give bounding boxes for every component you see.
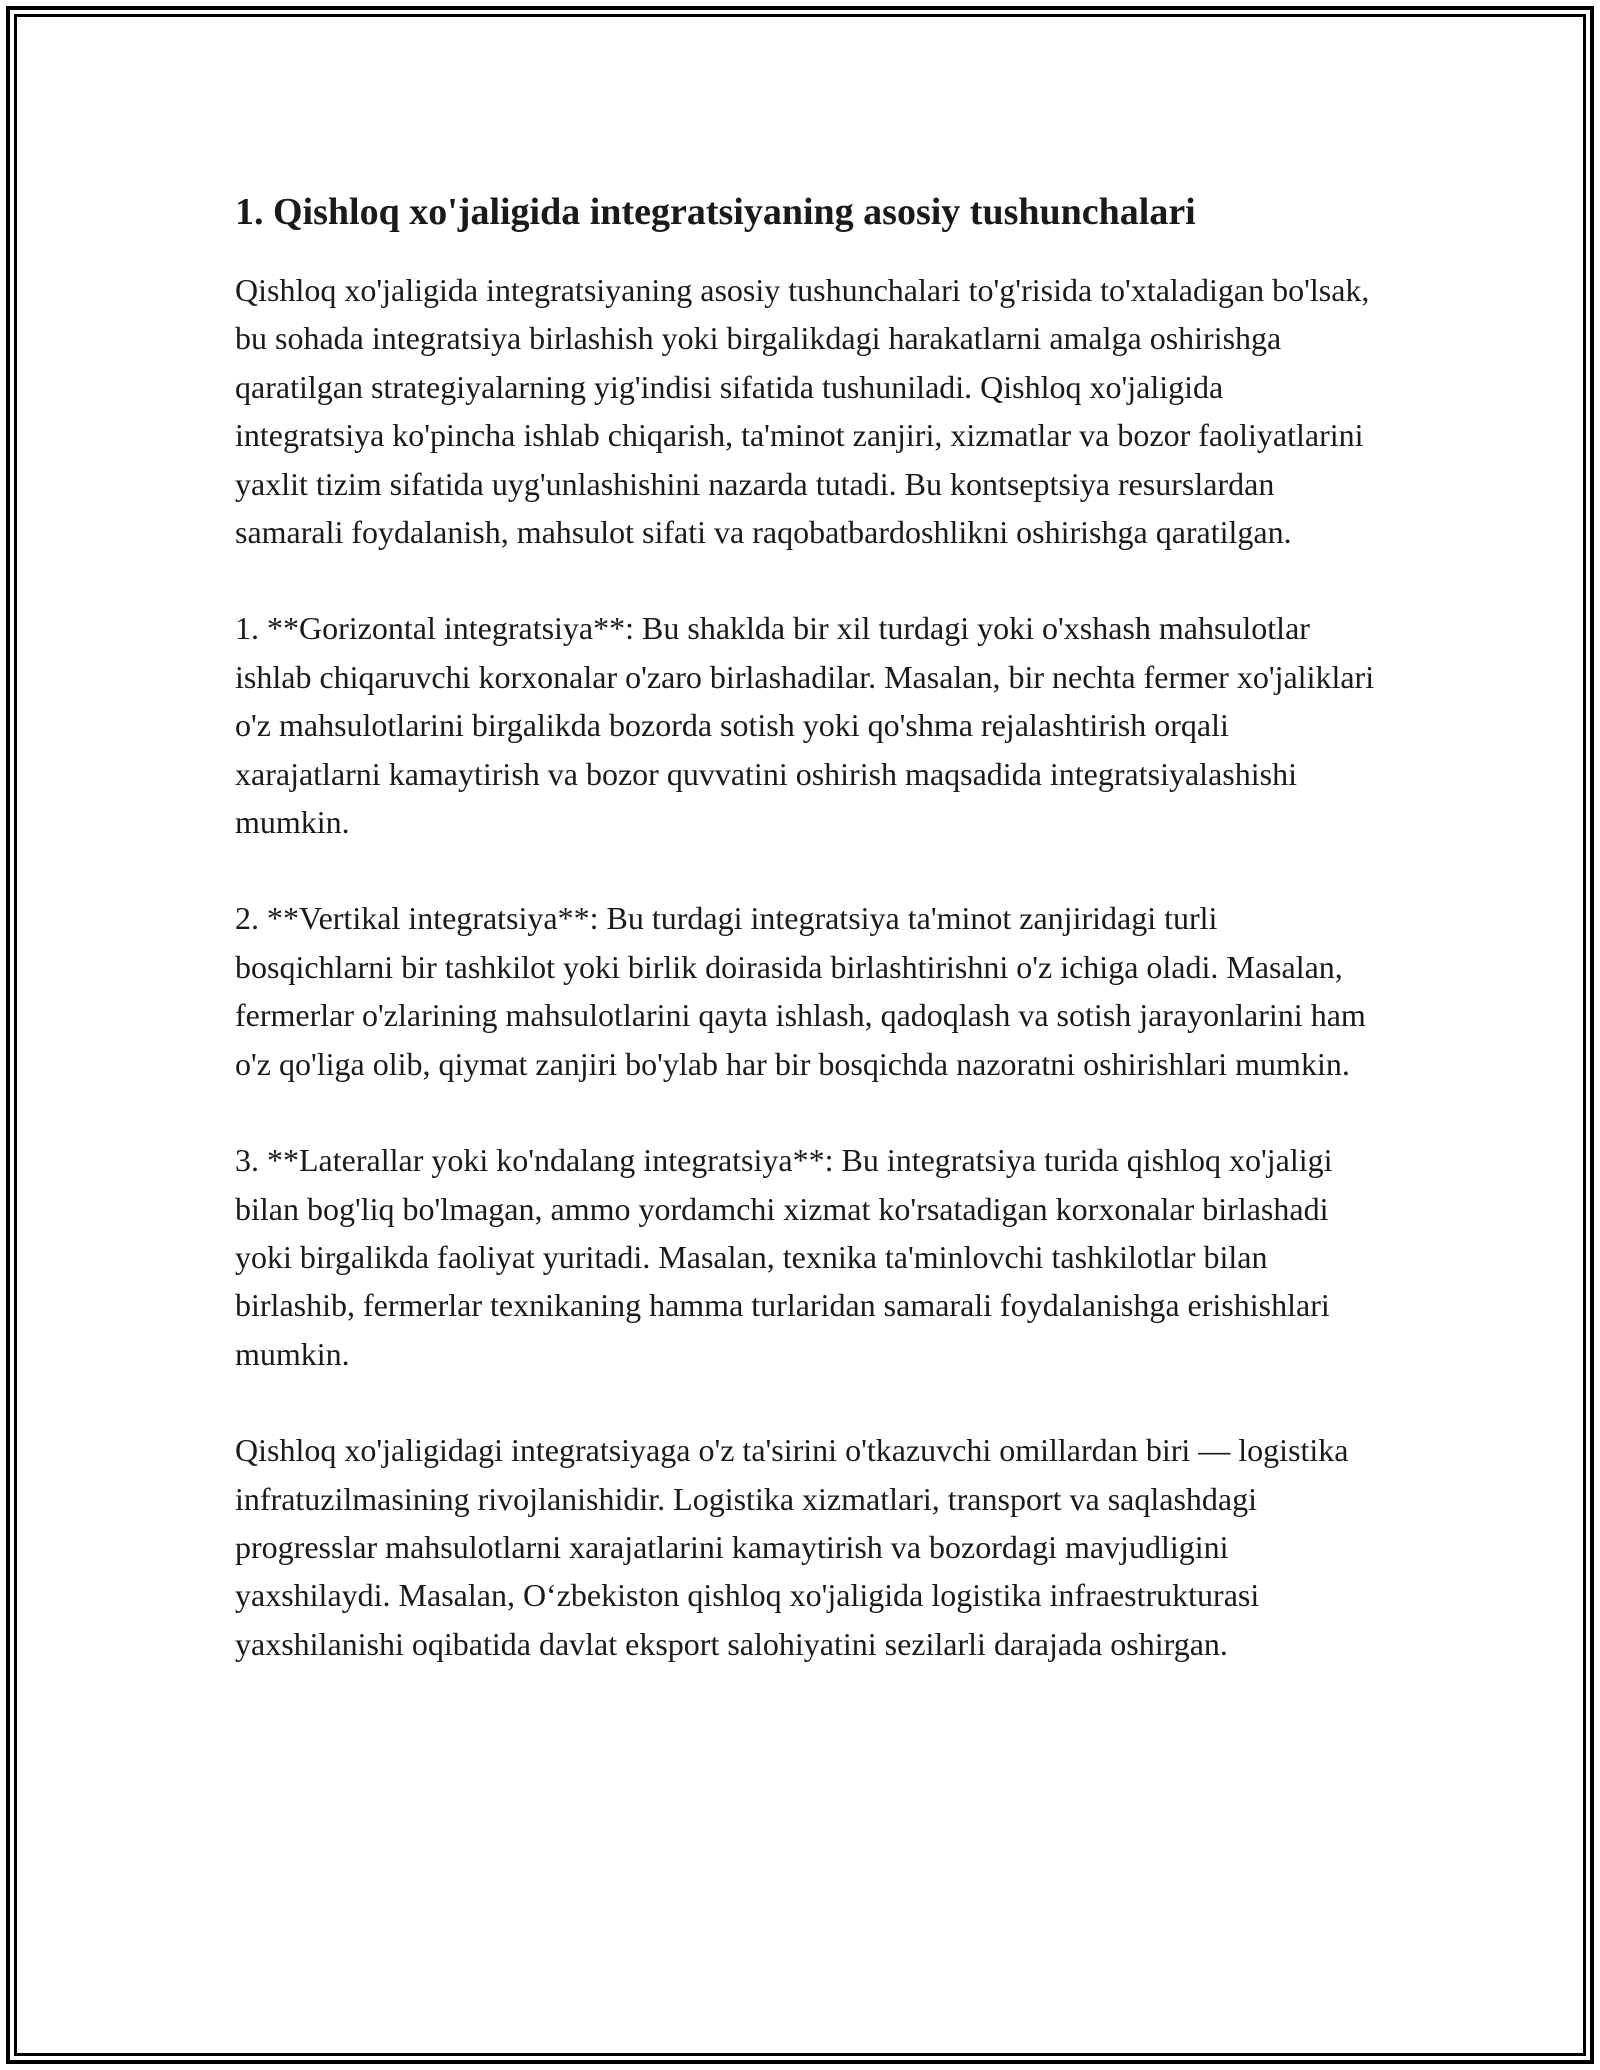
intro-paragraph: Qishloq xo'jaligida integratsiyaning asosiy tushunchalari to'g'risida to'xtaladigan bo'lsak, bu sohada integratsiya birlashish yoki birgalikdagi harakatlarni amalga oshirishga qaratilgan strategiyalarning yig'indisi sifatida tushuniladi. Qishloq xo'jaligida integratsiya ko'pincha ishlab chiqarish, ta'minot zanjiri, xizmatlar va bozor faoliyatlarini yaxlit tizim sifatida uyg'unlashishini nazarda tutadi. Bu kontseptsiya resurslardan samarali foydalanish, mahsulot sifati va raqobatbardoshlikni oshirishga qaratilgan.	[235, 272, 1370, 551]
vertical-integration-paragraph: 2. **Vertikal integratsiya**: Bu turdagi integratsiya ta'minot zanjiridagi turli bosqichlarni bir tashkilot yoki birlik doirasida birlashtirishni o'z ichiga oladi. Masalan, fermerlar o'zlarining mahsulotlarini qayta ishlash, qadoqlash va sotish jarayonlarini ham o'z qo'liga olib, qiymat zanjiri bo'ylab har bir bosqichda nazoratni oshirishlari mumkin.	[235, 900, 1366, 1082]
logistics-paragraph: Qishloq xo'jaligidagi integratsiyaga o'z ta'sirini o'tkazuvchi omillardan biri — logistika infratuzilmasining rivojlanishidir. Logistika xizmatlari, transport va saqlashdagi progresslar mahsulotlarni xarajatlarini kamaytirish va bozordagi mavjudligini yaxshilaydi. Masalan, O‘zbekiston qishloq xo'jaligida logistika infraestrukturasi yaxshilanishi oqibatida davlat eksport salohiyatini sezilarli darajada oshirgan.	[235, 1432, 1349, 1662]
document-title: 1. Qishloq xo'jaligida integratsiyaning asosiy tushunchalari	[235, 191, 1196, 233]
lateral-integration-paragraph: 3. **Laterallar yoki ko'ndalang integratsiya**: Bu integratsiya turida qishloq xo'jaligi bilan bog'liq bo'lmagan, ammo yordamchi xizmat ko'rsatadigan korxonalar birlashadi yoki birgalikda faoliyat yuritadi. Masalan, texnika ta'minlovchi tashkilotlar bilan birlashib, fermerlar texnikaning hamma turlaridan samarali foydalanishga erishishlari mumkin.	[235, 1142, 1333, 1372]
document-body	[235, 186, 1375, 1668]
horizontal-integration-paragraph: 1. **Gorizontal integratsiya**: Bu shaklda bir xil turdagi yoki o'xshash mahsulotlar ishlab chiqaruvchi korxonalar o'zaro birlashadilar. Masalan, bir nechta fermer xo'jaliklari o'z mahsulotlarini birgalikda bozorda sotish yoki qo'shma rejalashtirish orqali xarajatlarni kamaytirish va bozor quvvatini oshirish maqsadida integratsiyalashishi mumkin.	[235, 610, 1375, 841]
